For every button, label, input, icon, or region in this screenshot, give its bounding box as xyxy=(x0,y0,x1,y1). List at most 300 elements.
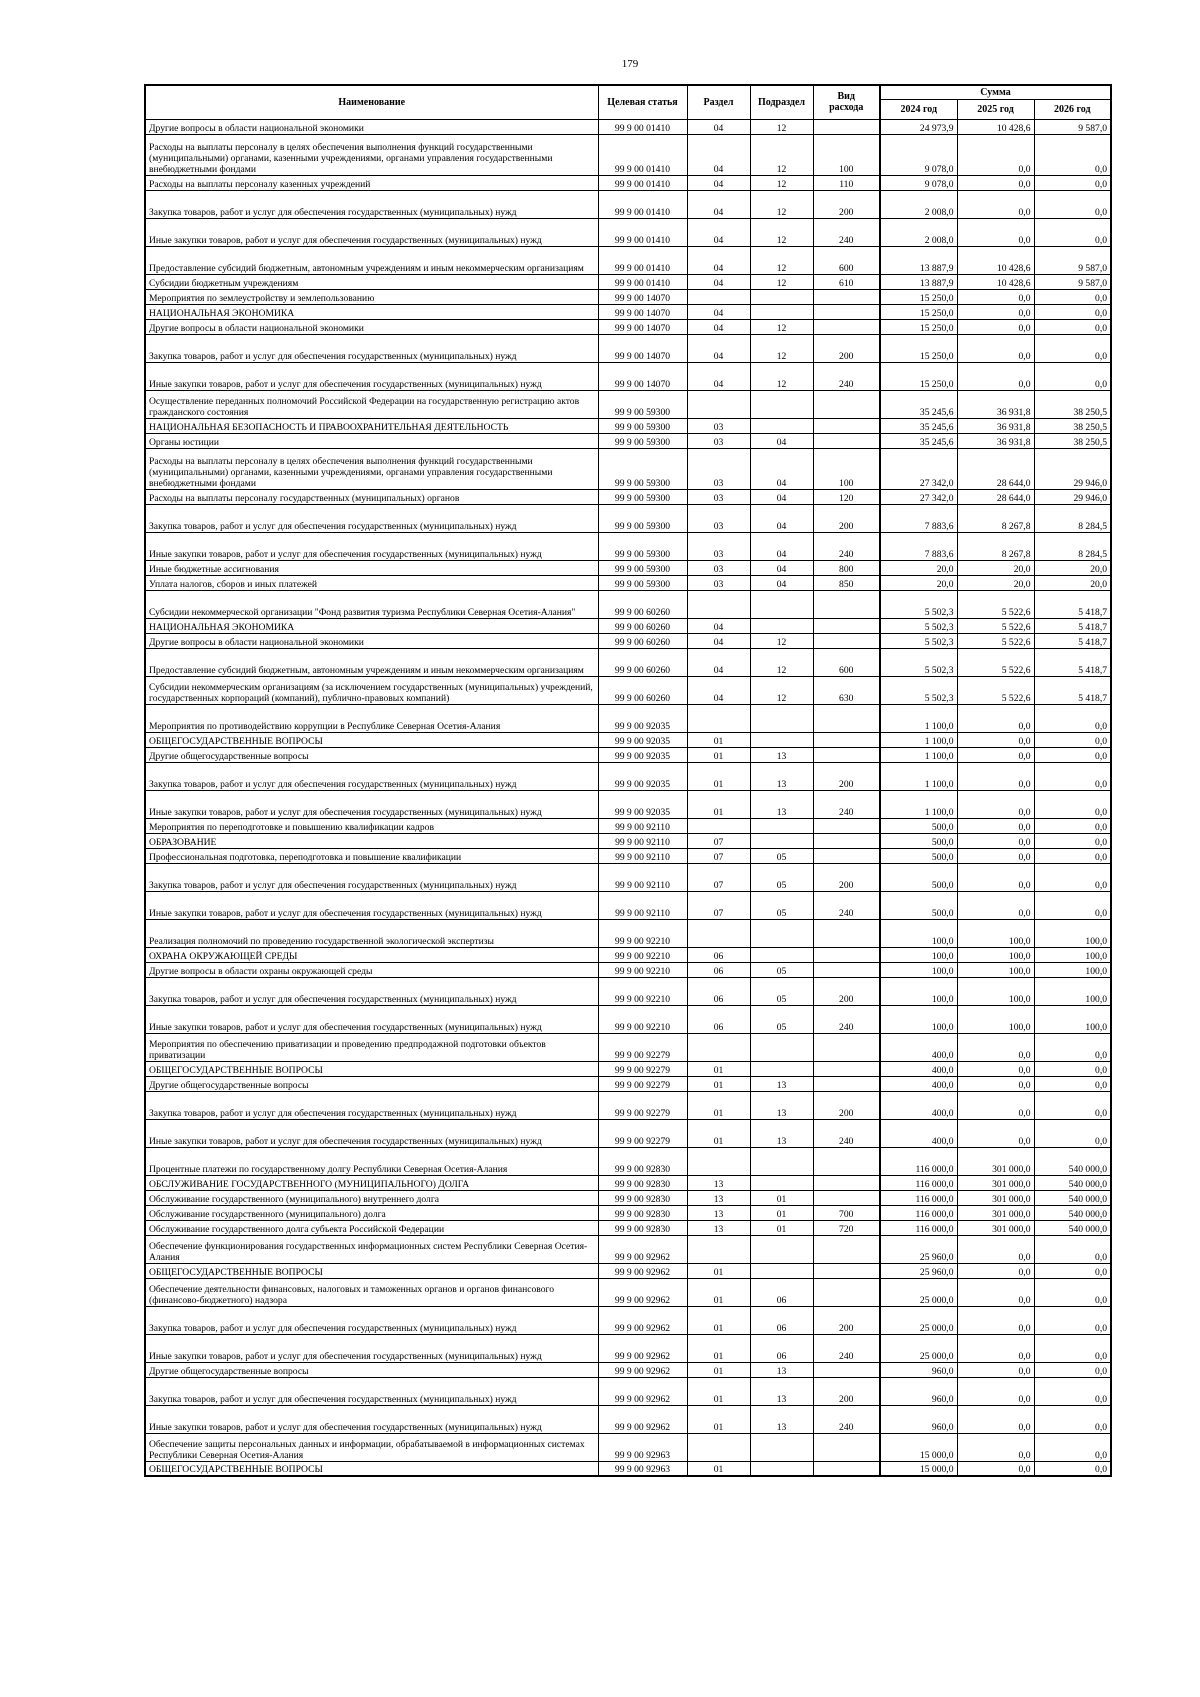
row-target-article: 99 9 00 92830 xyxy=(598,1190,687,1205)
table-row xyxy=(145,433,1111,448)
row-amount-2026: 0,0 xyxy=(1034,134,1111,175)
row-section: 01 xyxy=(687,1334,750,1362)
row-name: Другие вопросы в области национальной экономики xyxy=(145,633,598,648)
row-amount-2024: 25 960,0 xyxy=(880,1263,957,1278)
row-amount-2024: 5 502,3 xyxy=(880,676,957,704)
row-amount-2026: 9 587,0 xyxy=(1034,119,1111,134)
row-amount-2024: 5 502,3 xyxy=(880,633,957,648)
row-amount-2026: 0,0 xyxy=(1034,319,1111,334)
table-body xyxy=(145,119,1111,1476)
row-amount-2024: 400,0 xyxy=(880,1061,957,1076)
row-subsection xyxy=(750,1263,813,1278)
row-amount-2024: 960,0 xyxy=(880,1377,957,1405)
row-expense-type xyxy=(813,947,880,962)
row-amount-2024: 5 502,3 xyxy=(880,590,957,618)
row-amount-2026: 100,0 xyxy=(1034,919,1111,947)
row-name: Другие вопросы в области национальной экономики xyxy=(145,119,598,134)
row-amount-2025: 10 428,6 xyxy=(957,246,1034,274)
row-section: 04 xyxy=(687,319,750,334)
table-row xyxy=(145,1334,1111,1362)
table-row xyxy=(145,575,1111,590)
row-subsection: 05 xyxy=(750,1005,813,1033)
row-amount-2025: 8 267,8 xyxy=(957,504,1034,532)
table-row xyxy=(145,1263,1111,1278)
row-amount-2025: 28 644,0 xyxy=(957,489,1034,504)
row-amount-2024: 15 250,0 xyxy=(880,319,957,334)
table-row xyxy=(145,590,1111,618)
row-name: Закупка товаров, работ и услуг для обеспечения государственных (муниципальных) нужд xyxy=(145,1306,598,1334)
row-amount-2026: 5 418,7 xyxy=(1034,618,1111,633)
row-amount-2026: 0,0 xyxy=(1034,1263,1111,1278)
row-section: 04 xyxy=(687,119,750,134)
row-section: 07 xyxy=(687,833,750,848)
row-section: 04 xyxy=(687,676,750,704)
table-row xyxy=(145,1033,1111,1061)
row-subsection xyxy=(750,947,813,962)
table-header xyxy=(145,85,1111,119)
row-subsection: 12 xyxy=(750,319,813,334)
row-amount-2024: 20,0 xyxy=(880,575,957,590)
row-name: Иные закупки товаров, работ и услуг для обеспечения государственных (муниципальных) нужд xyxy=(145,1405,598,1433)
table-row xyxy=(145,1278,1111,1306)
row-amount-2026: 100,0 xyxy=(1034,1005,1111,1033)
row-amount-2025: 0,0 xyxy=(957,1076,1034,1091)
row-expense-type xyxy=(813,1061,880,1076)
table-row xyxy=(145,1205,1111,1220)
row-amount-2025: 0,0 xyxy=(957,1061,1034,1076)
row-amount-2025: 100,0 xyxy=(957,947,1034,962)
row-amount-2026: 0,0 xyxy=(1034,1076,1111,1091)
row-target-article: 99 9 00 92279 xyxy=(598,1119,687,1147)
row-expense-type xyxy=(813,618,880,633)
row-amount-2026: 38 250,5 xyxy=(1034,390,1111,418)
row-subsection: 04 xyxy=(750,575,813,590)
table-row xyxy=(145,891,1111,919)
row-subsection xyxy=(750,732,813,747)
row-expense-type: 720 xyxy=(813,1220,880,1235)
row-subsection: 04 xyxy=(750,489,813,504)
row-subsection: 12 xyxy=(750,633,813,648)
row-subsection: 05 xyxy=(750,848,813,863)
header-2025: 2025 год xyxy=(957,99,1034,119)
row-amount-2024: 7 883,6 xyxy=(880,504,957,532)
table-row xyxy=(145,790,1111,818)
row-target-article: 99 9 00 01410 xyxy=(598,190,687,218)
row-name: ОБЩЕГОСУДАРСТВЕННЫЕ ВОПРОСЫ xyxy=(145,732,598,747)
row-subsection: 13 xyxy=(750,1119,813,1147)
table-row xyxy=(145,648,1111,676)
row-subsection: 13 xyxy=(750,790,813,818)
row-name: Расходы на выплаты персоналу в целях обеспечения выполнения функций государственными (муниципальными) органами, казенными учреждениями, органами управления государственными внебюджетными фондами xyxy=(145,134,598,175)
row-expense-type xyxy=(813,319,880,334)
row-amount-2025: 0,0 xyxy=(957,1362,1034,1377)
table-row xyxy=(145,1433,1111,1461)
row-expense-type xyxy=(813,433,880,448)
row-name: Закупка товаров, работ и услуг для обеспечения государственных (муниципальных) нужд xyxy=(145,762,598,790)
row-amount-2026: 540 000,0 xyxy=(1034,1175,1111,1190)
row-amount-2024: 25 000,0 xyxy=(880,1278,957,1306)
row-target-article: 99 9 00 92110 xyxy=(598,833,687,848)
row-subsection: 12 xyxy=(750,676,813,704)
table-row xyxy=(145,1061,1111,1076)
row-name: Субсидии некоммерческим организациям (за исключением государственных (муниципальных) учреждений, государственных корпораций (компаний), публично-правовых компаний) xyxy=(145,676,598,704)
table-row xyxy=(145,489,1111,504)
row-subsection: 13 xyxy=(750,1405,813,1433)
row-target-article: 99 9 00 92210 xyxy=(598,1005,687,1033)
row-amount-2024: 400,0 xyxy=(880,1119,957,1147)
row-amount-2024: 100,0 xyxy=(880,947,957,962)
row-target-article: 99 9 00 92035 xyxy=(598,747,687,762)
row-section: 01 xyxy=(687,1263,750,1278)
row-target-article: 99 9 00 92110 xyxy=(598,863,687,891)
row-amount-2026: 0,0 xyxy=(1034,1119,1111,1147)
row-amount-2025: 28 644,0 xyxy=(957,448,1034,489)
row-subsection: 04 xyxy=(750,433,813,448)
row-amount-2026: 0,0 xyxy=(1034,1061,1111,1076)
row-section: 01 xyxy=(687,762,750,790)
row-section xyxy=(687,704,750,732)
row-amount-2024: 400,0 xyxy=(880,1091,957,1119)
table-row xyxy=(145,319,1111,334)
row-amount-2024: 5 502,3 xyxy=(880,618,957,633)
row-name: ОБЩЕГОСУДАРСТВЕННЫЕ ВОПРОСЫ xyxy=(145,1061,598,1076)
row-amount-2026: 0,0 xyxy=(1034,747,1111,762)
row-amount-2026: 0,0 xyxy=(1034,704,1111,732)
row-amount-2026: 9 587,0 xyxy=(1034,246,1111,274)
row-name: Осуществление переданных полномочий Российской Федерации на государственную регистрацию актов гражданского состояния xyxy=(145,390,598,418)
row-expense-type: 610 xyxy=(813,274,880,289)
row-name: Иные закупки товаров, работ и услуг для обеспечения государственных (муниципальных) нужд xyxy=(145,1005,598,1033)
table-row xyxy=(145,1076,1111,1091)
row-section: 01 xyxy=(687,1091,750,1119)
row-subsection: 12 xyxy=(750,334,813,362)
row-target-article: 99 9 00 60260 xyxy=(598,618,687,633)
row-expense-type: 100 xyxy=(813,134,880,175)
row-name: НАЦИОНАЛЬНАЯ БЕЗОПАСНОСТЬ И ПРАВООХРАНИТЕЛЬНАЯ ДЕЯТЕЛЬНОСТЬ xyxy=(145,418,598,433)
row-amount-2026: 0,0 xyxy=(1034,848,1111,863)
row-subsection xyxy=(750,304,813,319)
row-section: 06 xyxy=(687,962,750,977)
row-name: Обслуживание государственного долга субъекта Российской Федерации xyxy=(145,1220,598,1235)
row-amount-2024: 15 000,0 xyxy=(880,1461,957,1476)
row-subsection xyxy=(750,704,813,732)
row-target-article: 99 9 00 59300 xyxy=(598,390,687,418)
row-target-article: 99 9 00 59300 xyxy=(598,433,687,448)
row-subsection: 12 xyxy=(750,362,813,390)
row-amount-2024: 25 000,0 xyxy=(880,1334,957,1362)
row-section: 04 xyxy=(687,218,750,246)
row-amount-2025: 5 522,6 xyxy=(957,648,1034,676)
row-amount-2025: 5 522,6 xyxy=(957,618,1034,633)
row-amount-2025: 0,0 xyxy=(957,334,1034,362)
row-amount-2025: 5 522,6 xyxy=(957,590,1034,618)
row-name: Мероприятия по землеустройству и землепользованию xyxy=(145,289,598,304)
header-2026: 2026 год xyxy=(1034,99,1111,119)
row-amount-2025: 0,0 xyxy=(957,1334,1034,1362)
row-amount-2024: 24 973,9 xyxy=(880,119,957,134)
row-target-article: 99 9 00 60260 xyxy=(598,676,687,704)
row-subsection: 04 xyxy=(750,560,813,575)
row-target-article: 99 9 00 01410 xyxy=(598,119,687,134)
row-expense-type xyxy=(813,1175,880,1190)
row-expense-type xyxy=(813,418,880,433)
row-name: Закупка товаров, работ и услуг для обеспечения государственных (муниципальных) нужд xyxy=(145,334,598,362)
row-amount-2026: 0,0 xyxy=(1034,1405,1111,1433)
row-expense-type: 200 xyxy=(813,334,880,362)
row-section: 07 xyxy=(687,891,750,919)
row-amount-2025: 0,0 xyxy=(957,762,1034,790)
table-row xyxy=(145,1147,1111,1175)
row-target-article: 99 9 00 92830 xyxy=(598,1147,687,1175)
row-section: 06 xyxy=(687,947,750,962)
row-amount-2024: 500,0 xyxy=(880,833,957,848)
row-section: 01 xyxy=(687,1306,750,1334)
row-target-article: 99 9 00 59300 xyxy=(598,504,687,532)
row-name: Иные бюджетные ассигнования xyxy=(145,560,598,575)
row-target-article: 99 9 00 92962 xyxy=(598,1334,687,1362)
row-subsection xyxy=(750,1033,813,1061)
row-target-article: 99 9 00 01410 xyxy=(598,218,687,246)
header-sum: Сумма xyxy=(880,85,1111,99)
header-section: Раздел xyxy=(687,85,750,119)
row-expense-type: 240 xyxy=(813,1334,880,1362)
row-amount-2026: 0,0 xyxy=(1034,1377,1111,1405)
row-section: 06 xyxy=(687,977,750,1005)
table-row xyxy=(145,1235,1111,1263)
row-section xyxy=(687,919,750,947)
row-amount-2025: 0,0 xyxy=(957,190,1034,218)
row-subsection: 12 xyxy=(750,175,813,190)
row-section: 01 xyxy=(687,1377,750,1405)
table-row xyxy=(145,1362,1111,1377)
row-name: Иные закупки товаров, работ и услуг для обеспечения государственных (муниципальных) нужд xyxy=(145,218,598,246)
row-subsection: 05 xyxy=(750,891,813,919)
row-expense-type xyxy=(813,633,880,648)
row-section: 03 xyxy=(687,560,750,575)
row-amount-2026: 9 587,0 xyxy=(1034,274,1111,289)
table-row xyxy=(145,1377,1111,1405)
row-target-article: 99 9 00 92210 xyxy=(598,919,687,947)
row-amount-2026: 0,0 xyxy=(1034,1334,1111,1362)
row-amount-2025: 0,0 xyxy=(957,790,1034,818)
row-subsection xyxy=(750,1175,813,1190)
row-amount-2024: 15 250,0 xyxy=(880,334,957,362)
table-row xyxy=(145,633,1111,648)
row-section: 01 xyxy=(687,747,750,762)
row-subsection: 12 xyxy=(750,134,813,175)
row-amount-2026: 0,0 xyxy=(1034,863,1111,891)
table-row xyxy=(145,1190,1111,1205)
row-amount-2026: 540 000,0 xyxy=(1034,1205,1111,1220)
row-expense-type xyxy=(813,1263,880,1278)
row-amount-2025: 36 931,8 xyxy=(957,418,1034,433)
row-section: 04 xyxy=(687,334,750,362)
table-row xyxy=(145,504,1111,532)
row-name: Закупка товаров, работ и услуг для обеспечения государственных (муниципальных) нужд xyxy=(145,977,598,1005)
row-expense-type xyxy=(813,1147,880,1175)
row-section: 03 xyxy=(687,504,750,532)
row-amount-2024: 400,0 xyxy=(880,1033,957,1061)
row-target-article: 99 9 00 92830 xyxy=(598,1205,687,1220)
row-amount-2025: 0,0 xyxy=(957,1119,1034,1147)
row-expense-type xyxy=(813,289,880,304)
table-row xyxy=(145,848,1111,863)
row-expense-type xyxy=(813,1433,880,1461)
row-name: Закупка товаров, работ и услуг для обеспечения государственных (муниципальных) нужд xyxy=(145,504,598,532)
row-amount-2026: 0,0 xyxy=(1034,891,1111,919)
row-amount-2024: 7 883,6 xyxy=(880,532,957,560)
row-section: 13 xyxy=(687,1190,750,1205)
row-amount-2024: 20,0 xyxy=(880,560,957,575)
row-amount-2024: 100,0 xyxy=(880,919,957,947)
row-target-article: 99 9 00 92830 xyxy=(598,1175,687,1190)
row-section: 04 xyxy=(687,175,750,190)
table-row xyxy=(145,532,1111,560)
row-section: 01 xyxy=(687,790,750,818)
header-expense-type xyxy=(813,85,880,119)
table-row xyxy=(145,190,1111,218)
row-target-article: 99 9 00 92830 xyxy=(598,1220,687,1235)
table-row xyxy=(145,1461,1111,1476)
row-name: НАЦИОНАЛЬНАЯ ЭКОНОМИКА xyxy=(145,304,598,319)
row-target-article: 99 9 00 14070 xyxy=(598,362,687,390)
header-name: Наименование xyxy=(145,85,598,119)
row-amount-2024: 960,0 xyxy=(880,1405,957,1433)
row-name: Органы юстиции xyxy=(145,433,598,448)
row-name: Закупка товаров, работ и услуг для обеспечения государственных (муниципальных) нужд xyxy=(145,1377,598,1405)
row-expense-type xyxy=(813,590,880,618)
row-expense-type: 240 xyxy=(813,790,880,818)
row-subsection xyxy=(750,1147,813,1175)
row-expense-type: 200 xyxy=(813,977,880,1005)
row-amount-2025: 0,0 xyxy=(957,1433,1034,1461)
row-amount-2025: 0,0 xyxy=(957,362,1034,390)
row-amount-2026: 100,0 xyxy=(1034,947,1111,962)
row-amount-2025: 0,0 xyxy=(957,732,1034,747)
row-subsection xyxy=(750,919,813,947)
row-target-article: 99 9 00 92035 xyxy=(598,762,687,790)
row-amount-2026: 38 250,5 xyxy=(1034,433,1111,448)
row-subsection: 04 xyxy=(750,532,813,560)
row-name: Иные закупки товаров, работ и услуг для обеспечения государственных (муниципальных) нужд xyxy=(145,532,598,560)
row-target-article: 99 9 00 60260 xyxy=(598,633,687,648)
row-subsection: 04 xyxy=(750,448,813,489)
row-amount-2025: 0,0 xyxy=(957,1263,1034,1278)
row-amount-2026: 100,0 xyxy=(1034,962,1111,977)
row-amount-2026: 0,0 xyxy=(1034,1433,1111,1461)
row-name: Закупка товаров, работ и услуг для обеспечения государственных (муниципальных) нужд xyxy=(145,190,598,218)
row-amount-2025: 0,0 xyxy=(957,1235,1034,1263)
row-amount-2025: 8 267,8 xyxy=(957,532,1034,560)
row-expense-type xyxy=(813,919,880,947)
row-amount-2026: 540 000,0 xyxy=(1034,1220,1111,1235)
row-name: Процентные платежи по государственному долгу Республики Северная Осетия-Алания xyxy=(145,1147,598,1175)
row-section xyxy=(687,590,750,618)
table-row xyxy=(145,762,1111,790)
table-row xyxy=(145,833,1111,848)
row-expense-type: 850 xyxy=(813,575,880,590)
row-target-article: 99 9 00 01410 xyxy=(598,175,687,190)
row-section: 01 xyxy=(687,1061,750,1076)
row-amount-2025: 20,0 xyxy=(957,560,1034,575)
row-target-article: 99 9 00 92962 xyxy=(598,1235,687,1263)
row-amount-2026: 20,0 xyxy=(1034,560,1111,575)
row-expense-type: 630 xyxy=(813,676,880,704)
row-amount-2026: 0,0 xyxy=(1034,1033,1111,1061)
row-amount-2026: 5 418,7 xyxy=(1034,633,1111,648)
table-row xyxy=(145,418,1111,433)
row-amount-2026: 540 000,0 xyxy=(1034,1147,1111,1175)
row-target-article: 99 9 00 14070 xyxy=(598,289,687,304)
row-subsection: 13 xyxy=(750,1076,813,1091)
row-expense-type xyxy=(813,1033,880,1061)
row-section: 04 xyxy=(687,190,750,218)
row-expense-type xyxy=(813,304,880,319)
row-name: Расходы на выплаты персоналу государственных (муниципальных) органов xyxy=(145,489,598,504)
row-name: ОБРАЗОВАНИЕ xyxy=(145,833,598,848)
table-row xyxy=(145,863,1111,891)
table-row xyxy=(145,962,1111,977)
row-amount-2025: 20,0 xyxy=(957,575,1034,590)
row-amount-2025: 0,0 xyxy=(957,304,1034,319)
row-name: Уплата налогов, сборов и иных платежей xyxy=(145,575,598,590)
row-amount-2024: 960,0 xyxy=(880,1362,957,1377)
row-name: Обслуживание государственного (муниципального) внутреннего долга xyxy=(145,1190,598,1205)
row-amount-2026: 100,0 xyxy=(1034,977,1111,1005)
row-amount-2025: 301 000,0 xyxy=(957,1190,1034,1205)
table-row xyxy=(145,618,1111,633)
row-subsection: 05 xyxy=(750,977,813,1005)
row-amount-2024: 2 008,0 xyxy=(880,218,957,246)
row-expense-type: 240 xyxy=(813,218,880,246)
row-name: Обеспечение деятельности финансовых, налоговых и таможенных органов и органов финансового (финансово-бюджетного) надзора xyxy=(145,1278,598,1306)
row-amount-2025: 0,0 xyxy=(957,289,1034,304)
row-section: 13 xyxy=(687,1175,750,1190)
table-row xyxy=(145,947,1111,962)
row-target-article: 99 9 00 92962 xyxy=(598,1362,687,1377)
row-subsection xyxy=(750,289,813,304)
row-section: 04 xyxy=(687,633,750,648)
row-target-article: 99 9 00 92962 xyxy=(598,1263,687,1278)
row-amount-2025: 0,0 xyxy=(957,1091,1034,1119)
row-amount-2026: 0,0 xyxy=(1034,790,1111,818)
row-target-article: 99 9 00 92110 xyxy=(598,818,687,833)
row-target-article: 99 9 00 92962 xyxy=(598,1306,687,1334)
row-subsection: 13 xyxy=(750,747,813,762)
row-subsection: 12 xyxy=(750,274,813,289)
table-row xyxy=(145,732,1111,747)
table-row xyxy=(145,1405,1111,1433)
row-amount-2025: 36 931,8 xyxy=(957,433,1034,448)
row-name: Другие вопросы в области охраны окружающей среды xyxy=(145,962,598,977)
row-amount-2026: 0,0 xyxy=(1034,818,1111,833)
row-section: 03 xyxy=(687,418,750,433)
table-row xyxy=(145,289,1111,304)
row-expense-type: 240 xyxy=(813,532,880,560)
row-amount-2026: 0,0 xyxy=(1034,762,1111,790)
row-amount-2024: 100,0 xyxy=(880,962,957,977)
row-name: ОБЩЕГОСУДАРСТВЕННЫЕ ВОПРОСЫ xyxy=(145,1461,598,1476)
row-amount-2025: 5 522,6 xyxy=(957,633,1034,648)
row-expense-type xyxy=(813,119,880,134)
row-expense-type xyxy=(813,1362,880,1377)
table-row xyxy=(145,218,1111,246)
row-section: 01 xyxy=(687,1362,750,1377)
row-expense-type: 600 xyxy=(813,246,880,274)
row-expense-type: 200 xyxy=(813,1306,880,1334)
row-name: Закупка товаров, работ и услуг для обеспечения государственных (муниципальных) нужд xyxy=(145,863,598,891)
row-target-article: 99 9 00 14070 xyxy=(598,304,687,319)
